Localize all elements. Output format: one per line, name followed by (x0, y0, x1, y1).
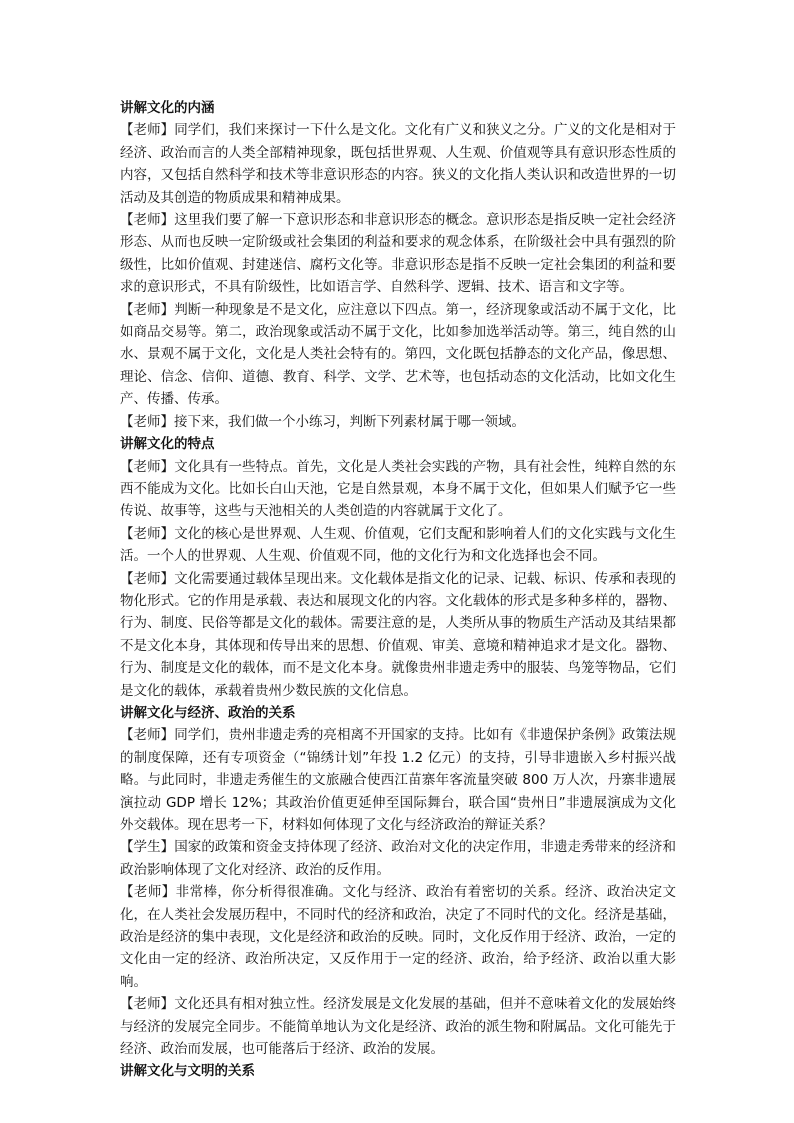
paragraph: 【老师】文化需要通过载体呈现出来。文化载体是指文化的记录、记载、标识、传承和表现的物化形式。它的作用是承载、表达和展现文化的内容。文化载体的形式是多种多样的，器物、行为、制度、民俗等都是文化的载体。需要注意的是，人类所从事的物质生产活动及其结果都不是文化本身，其体现和传导出来的思想、价值观、审美、意境和精神追求才是文化。器物、行为、制度是文化的载体，而不是文化本身。就像贵州非遗走秀中的服装、鸟笼等物品，它们是文化的载体，承载着贵州少数民族的文化信息。 (120, 570, 676, 699)
paragraph: 【学生】国家的政策和资金支持体现了经济、政治对文化的决定作用，非遗走秀带来的经济和政治影响体现了文化对经济、政治的反作用。 (120, 839, 676, 878)
section-heading: 讲解文化与文明的关系 (120, 1063, 255, 1080)
section-heading: 讲解文化与经济、政治的关系 (120, 704, 296, 721)
paragraph: 【老师】接下来，我们做一个小练习，判断下列素材属于哪一领域。 (120, 413, 525, 430)
paragraph: 【老师】文化具有一些特点。首先，文化是人类社会实践的产物，具有社会性，纯粹自然的东西不能成为文化。比如长白山天池，它是自然景观，本身不属于文化，但如果人们赋予它一些传说、故事等，这些与天池相关的人类创造的内容就属于文化了。 (120, 458, 676, 520)
paragraph: 【老师】非常棒，你分析得很准确。文化与经济、政治有着密切的关系。经济、政治决定文化，在人类社会发展历程中，不同时代的经济和政治，决定了不同时代的文化。经济是基础，政治是经济的集中表现，文化是经济和政治的反映。同时，文化反作用于经济、政治，一定的文化由一定的经济、政治所决定，又反作用于一定的经济、政治，给予经济、政治以重大影响。 (120, 884, 676, 990)
paragraph: 【老师】这里我们要了解一下意识形态和非意识形态的概念。意识形态是指反映一定社会经济形态、从而也反映一定阶级或社会集团的利益和要求的观念体系，在阶级社会中具有强烈的阶级性，比如价值观、封建迷信、腐朽文化等。非意识形态是指不反映一定社会集团的利益和要求的意识形式，不具有阶级性，比如语言学、自然科学、逻辑、技术、语言和文字等。 (120, 212, 676, 296)
section-heading: 讲解文化的特点 (120, 436, 215, 453)
paragraph: 【老师】同学们，贵州非遗走秀的亮相离不开国家的支持。比如有《非遗保护条例》政策法规的制度保障，还有专项资金（“锦绣计划”年投 1.2 亿元）的支持，引导非遗嵌入乡村振兴战略。与此同时，非遗走秀催生的文旅融合使西江苗寨年客流量突破 800 万人次，丹寨非遗展演拉动 GDP 增长 12%；其政治价值更延伸至国际舞台，联合国“贵州日”非遗展演成为文化外交载体。现在思考一下，材料如何体现了文化与经济政治的辩证关系？ (120, 727, 676, 833)
paragraph: 【老师】判断一种现象是不是文化，应注意以下四点。第一，经济现象或活动不属于文化，比如商品交易等。第二，政治现象或活动不属于文化，比如参加选举活动等。第三，纯自然的山水、景观不属于文化，文化是人类社会特有的。第四，文化既包括静态的文化产品，像思想、理论、信念、信仰、道德、教育、科学、文学、艺术等，也包括动态的文化活动，比如文化生产、传播、传承。 (120, 301, 676, 408)
paragraph: 【老师】同学们，我们来探讨一下什么是文化。文化有广义和狭义之分。广义的文化是相对于经济、政治而言的人类全部精神现象，既包括世界观、人生观、价值观等具有意识形态性质的内容，又包括自然科学和技术等非意识形态的内容。狭义的文化指人类认识和改造世界的一切活动及其创造的物质成果和精神成果。 (120, 122, 676, 206)
paragraph: 【老师】文化还具有相对独立性。经济发展是文化发展的基础，但并不意味着文化的发展始终与经济的发展完全同步。不能简单地认为文化是经济、政治的派生物和附属品。文化可能先于经济、政治而发展，也可能落后于经济、政治的发展。 (120, 996, 676, 1058)
section-heading: 讲解文化的内涵 (120, 100, 215, 116)
document-body (120, 97, 676, 1083)
paragraph: 【老师】文化的核心是世界观、人生观、价值观，它们支配和影响着人们的文化实践与文化生活。一个人的世界观、人生观、价值观不同，他的文化行为和文化选择也会不同。 (120, 525, 676, 565)
